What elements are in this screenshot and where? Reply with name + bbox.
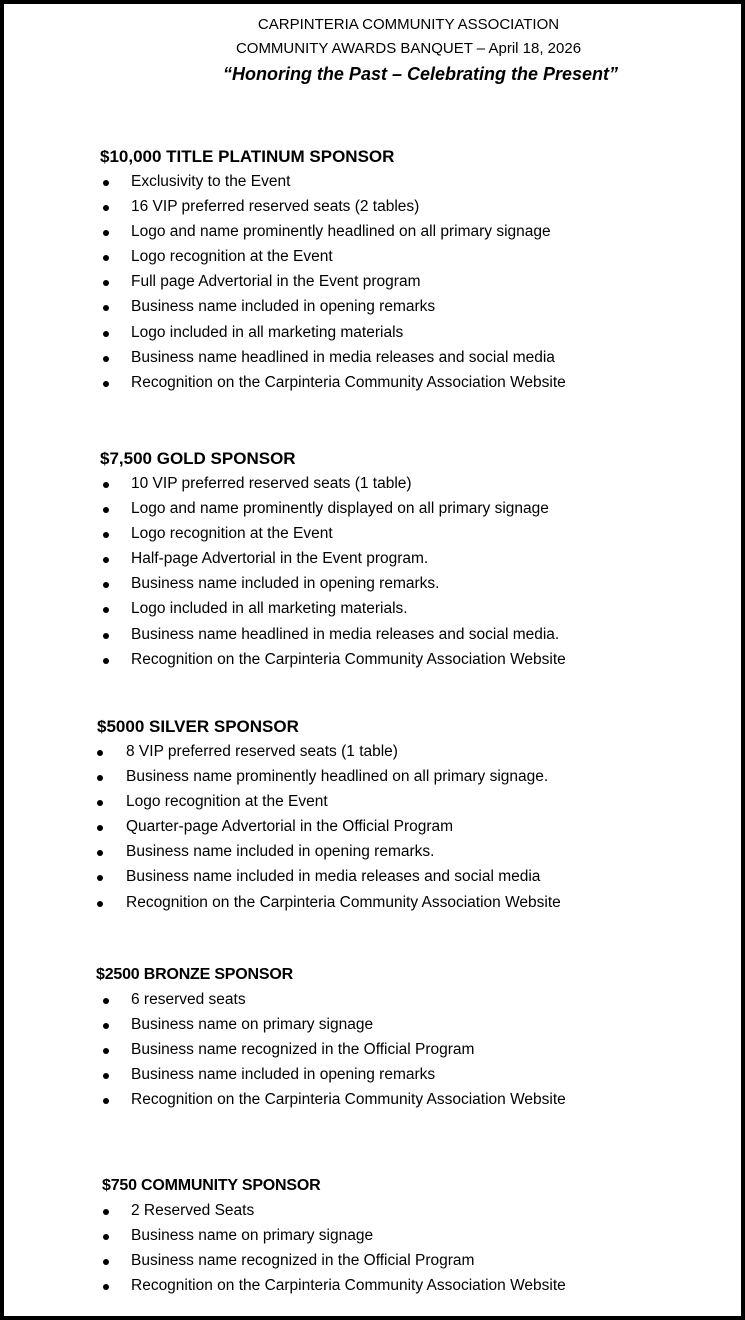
event-tagline: “Honoring the Past – Celebrating the Present” xyxy=(222,64,619,84)
list-item-text: Recognition on the Carpinteria Community Association Website xyxy=(131,373,566,391)
section-title: $2500 BRONZE SPONSOR xyxy=(96,966,293,983)
bullet-icon xyxy=(103,582,109,588)
list-item xyxy=(100,473,412,498)
list-item-text: Business name included in opening remarks xyxy=(131,1066,436,1084)
list-item xyxy=(97,892,561,917)
sponsor-section-gold xyxy=(100,448,566,674)
bullet-icon xyxy=(103,356,109,362)
section-title: $7,500 GOLD SPONSOR xyxy=(100,449,296,468)
list-item-text: Logo recognition at the Event xyxy=(131,525,333,543)
list-item xyxy=(102,1250,475,1275)
bullet-icon xyxy=(103,557,109,563)
list-item xyxy=(100,649,566,674)
section-title: $5000 SILVER SPONSOR xyxy=(97,717,299,736)
list-item xyxy=(100,221,551,246)
bullet-icon xyxy=(103,1284,109,1290)
list-item-text: Recognition on the Carpinteria Community Association Website xyxy=(131,650,566,668)
list-item-text: Logo recognition at the Event xyxy=(131,248,333,266)
list-item-text: Recognition on the Carpinteria Community Association Website xyxy=(131,1091,566,1109)
bullet-icon xyxy=(103,607,109,613)
list-item xyxy=(102,1225,374,1250)
benefit-list xyxy=(96,989,566,1114)
sponsor-section-platinum xyxy=(100,146,566,397)
bullet-icon xyxy=(103,482,109,488)
list-item-text: Business name recognized in the Official Program xyxy=(131,1252,475,1270)
sponsor-section-bronze xyxy=(96,964,566,1114)
bullet-icon xyxy=(103,633,109,639)
list-item xyxy=(100,624,560,649)
list-item-text: Business name included in opening remarks xyxy=(131,298,436,316)
list-item xyxy=(97,866,541,891)
bullet-icon xyxy=(103,1234,109,1240)
bullet-icon xyxy=(103,230,109,236)
bullet-icon xyxy=(97,800,103,806)
list-item-text: Business name prominently headlined on all primary signage. xyxy=(126,768,549,786)
list-item xyxy=(100,523,333,548)
bullet-icon xyxy=(103,998,109,1004)
list-item xyxy=(97,741,398,766)
bullet-icon xyxy=(97,750,103,756)
list-item-text: Business name headlined in media releases and social media. xyxy=(131,625,560,643)
bullet-icon xyxy=(97,825,103,831)
list-item xyxy=(97,841,435,866)
bullet-icon xyxy=(103,1209,109,1215)
bullet-icon xyxy=(103,305,109,311)
list-item-text: Recognition on the Carpinteria Community Association Website xyxy=(126,893,561,911)
list-item xyxy=(100,271,421,296)
section-title: $750 COMMUNITY SPONSOR xyxy=(102,1177,321,1194)
list-item xyxy=(100,347,555,372)
section-title: $10,000 TITLE PLATINUM SPONSOR xyxy=(100,147,395,166)
list-item-text: Business name included in opening remarks. xyxy=(126,843,435,861)
list-item xyxy=(100,196,420,221)
event-heading: COMMUNITY AWARDS BANQUET – April 18, 2026 xyxy=(235,40,582,57)
list-item xyxy=(100,171,394,196)
list-item-text: Business name recognized in the Official Program xyxy=(131,1041,475,1059)
list-item xyxy=(96,1089,566,1114)
list-item-text: Quarter-page Advertorial in the Official Program xyxy=(126,818,454,836)
bullet-icon xyxy=(103,1023,109,1029)
list-item-text: Business name included in opening remarks. xyxy=(131,575,440,593)
list-item xyxy=(100,296,436,321)
list-item xyxy=(102,1200,320,1225)
list-item-text: Business name included in media releases and social media xyxy=(126,868,541,886)
bullet-icon xyxy=(97,775,103,781)
bullet-icon xyxy=(103,205,109,211)
list-item xyxy=(97,816,454,841)
list-item-text: 8 VIP preferred reserved seats (1 table) xyxy=(126,743,398,760)
bullet-icon xyxy=(103,507,109,513)
list-item xyxy=(96,1064,436,1089)
benefit-list xyxy=(100,473,566,674)
bullet-icon xyxy=(97,901,103,907)
benefit-list xyxy=(102,1200,566,1300)
list-item xyxy=(96,1039,475,1064)
bullet-icon xyxy=(103,532,109,538)
list-item xyxy=(102,1275,566,1300)
list-item xyxy=(100,498,549,523)
sponsor-section-community xyxy=(102,1175,566,1300)
list-item-text: Logo and name prominently headlined on all primary signage xyxy=(131,223,551,241)
bullet-icon xyxy=(103,255,109,261)
list-item-text: Recognition on the Carpinteria Community Association Website xyxy=(131,1277,566,1295)
list-item-text: 10 VIP preferred reserved seats (1 table) xyxy=(131,475,412,492)
list-item xyxy=(97,791,328,816)
list-item xyxy=(100,246,394,271)
list-item xyxy=(96,989,293,1014)
sponsor-section-silver xyxy=(97,716,561,917)
list-item xyxy=(96,1014,374,1039)
list-item xyxy=(100,573,440,598)
bullet-icon xyxy=(103,180,109,186)
list-item-text: 6 reserved seats xyxy=(131,991,246,1008)
list-item-text: 2 Reserved Seats xyxy=(131,1202,255,1219)
organization-heading: CARPINTERIA COMMUNITY ASSOCIATION xyxy=(257,16,560,33)
list-item-text: Business name on primary signage xyxy=(131,1016,374,1034)
list-item-text: Business name on primary signage xyxy=(131,1227,374,1245)
list-item xyxy=(100,372,566,397)
list-item-text: Exclusivity to the Event xyxy=(131,173,291,190)
bullet-icon xyxy=(103,1098,109,1104)
list-item-text: Logo recognition at the Event xyxy=(126,793,328,811)
bullet-icon xyxy=(103,1048,109,1054)
bullet-icon xyxy=(97,875,103,881)
bullet-icon xyxy=(97,850,103,856)
list-item-text: Full page Advertorial in the Event program xyxy=(131,273,421,291)
list-item-text: 16 VIP preferred reserved seats (2 tables) xyxy=(131,198,420,216)
list-item-text: Half-page Advertorial in the Event program. xyxy=(131,550,429,568)
bullet-icon xyxy=(103,1073,109,1079)
bullet-icon xyxy=(103,658,109,664)
list-item xyxy=(97,766,549,791)
list-item-text: Logo included in all marketing materials xyxy=(131,323,404,341)
list-item xyxy=(100,598,408,623)
benefit-list xyxy=(97,741,561,917)
bullet-icon xyxy=(103,331,109,337)
bullet-icon xyxy=(103,1259,109,1265)
list-item xyxy=(100,548,429,573)
bullet-icon xyxy=(103,381,109,387)
bullet-icon xyxy=(103,280,109,286)
list-item-text: Logo and name prominently displayed on all primary signage xyxy=(131,500,549,518)
list-item-text: Business name headlined in media releases and social media xyxy=(131,348,555,366)
list-item-text: Logo included in all marketing materials. xyxy=(131,600,408,618)
list-item xyxy=(100,322,404,347)
benefit-list xyxy=(100,171,566,397)
